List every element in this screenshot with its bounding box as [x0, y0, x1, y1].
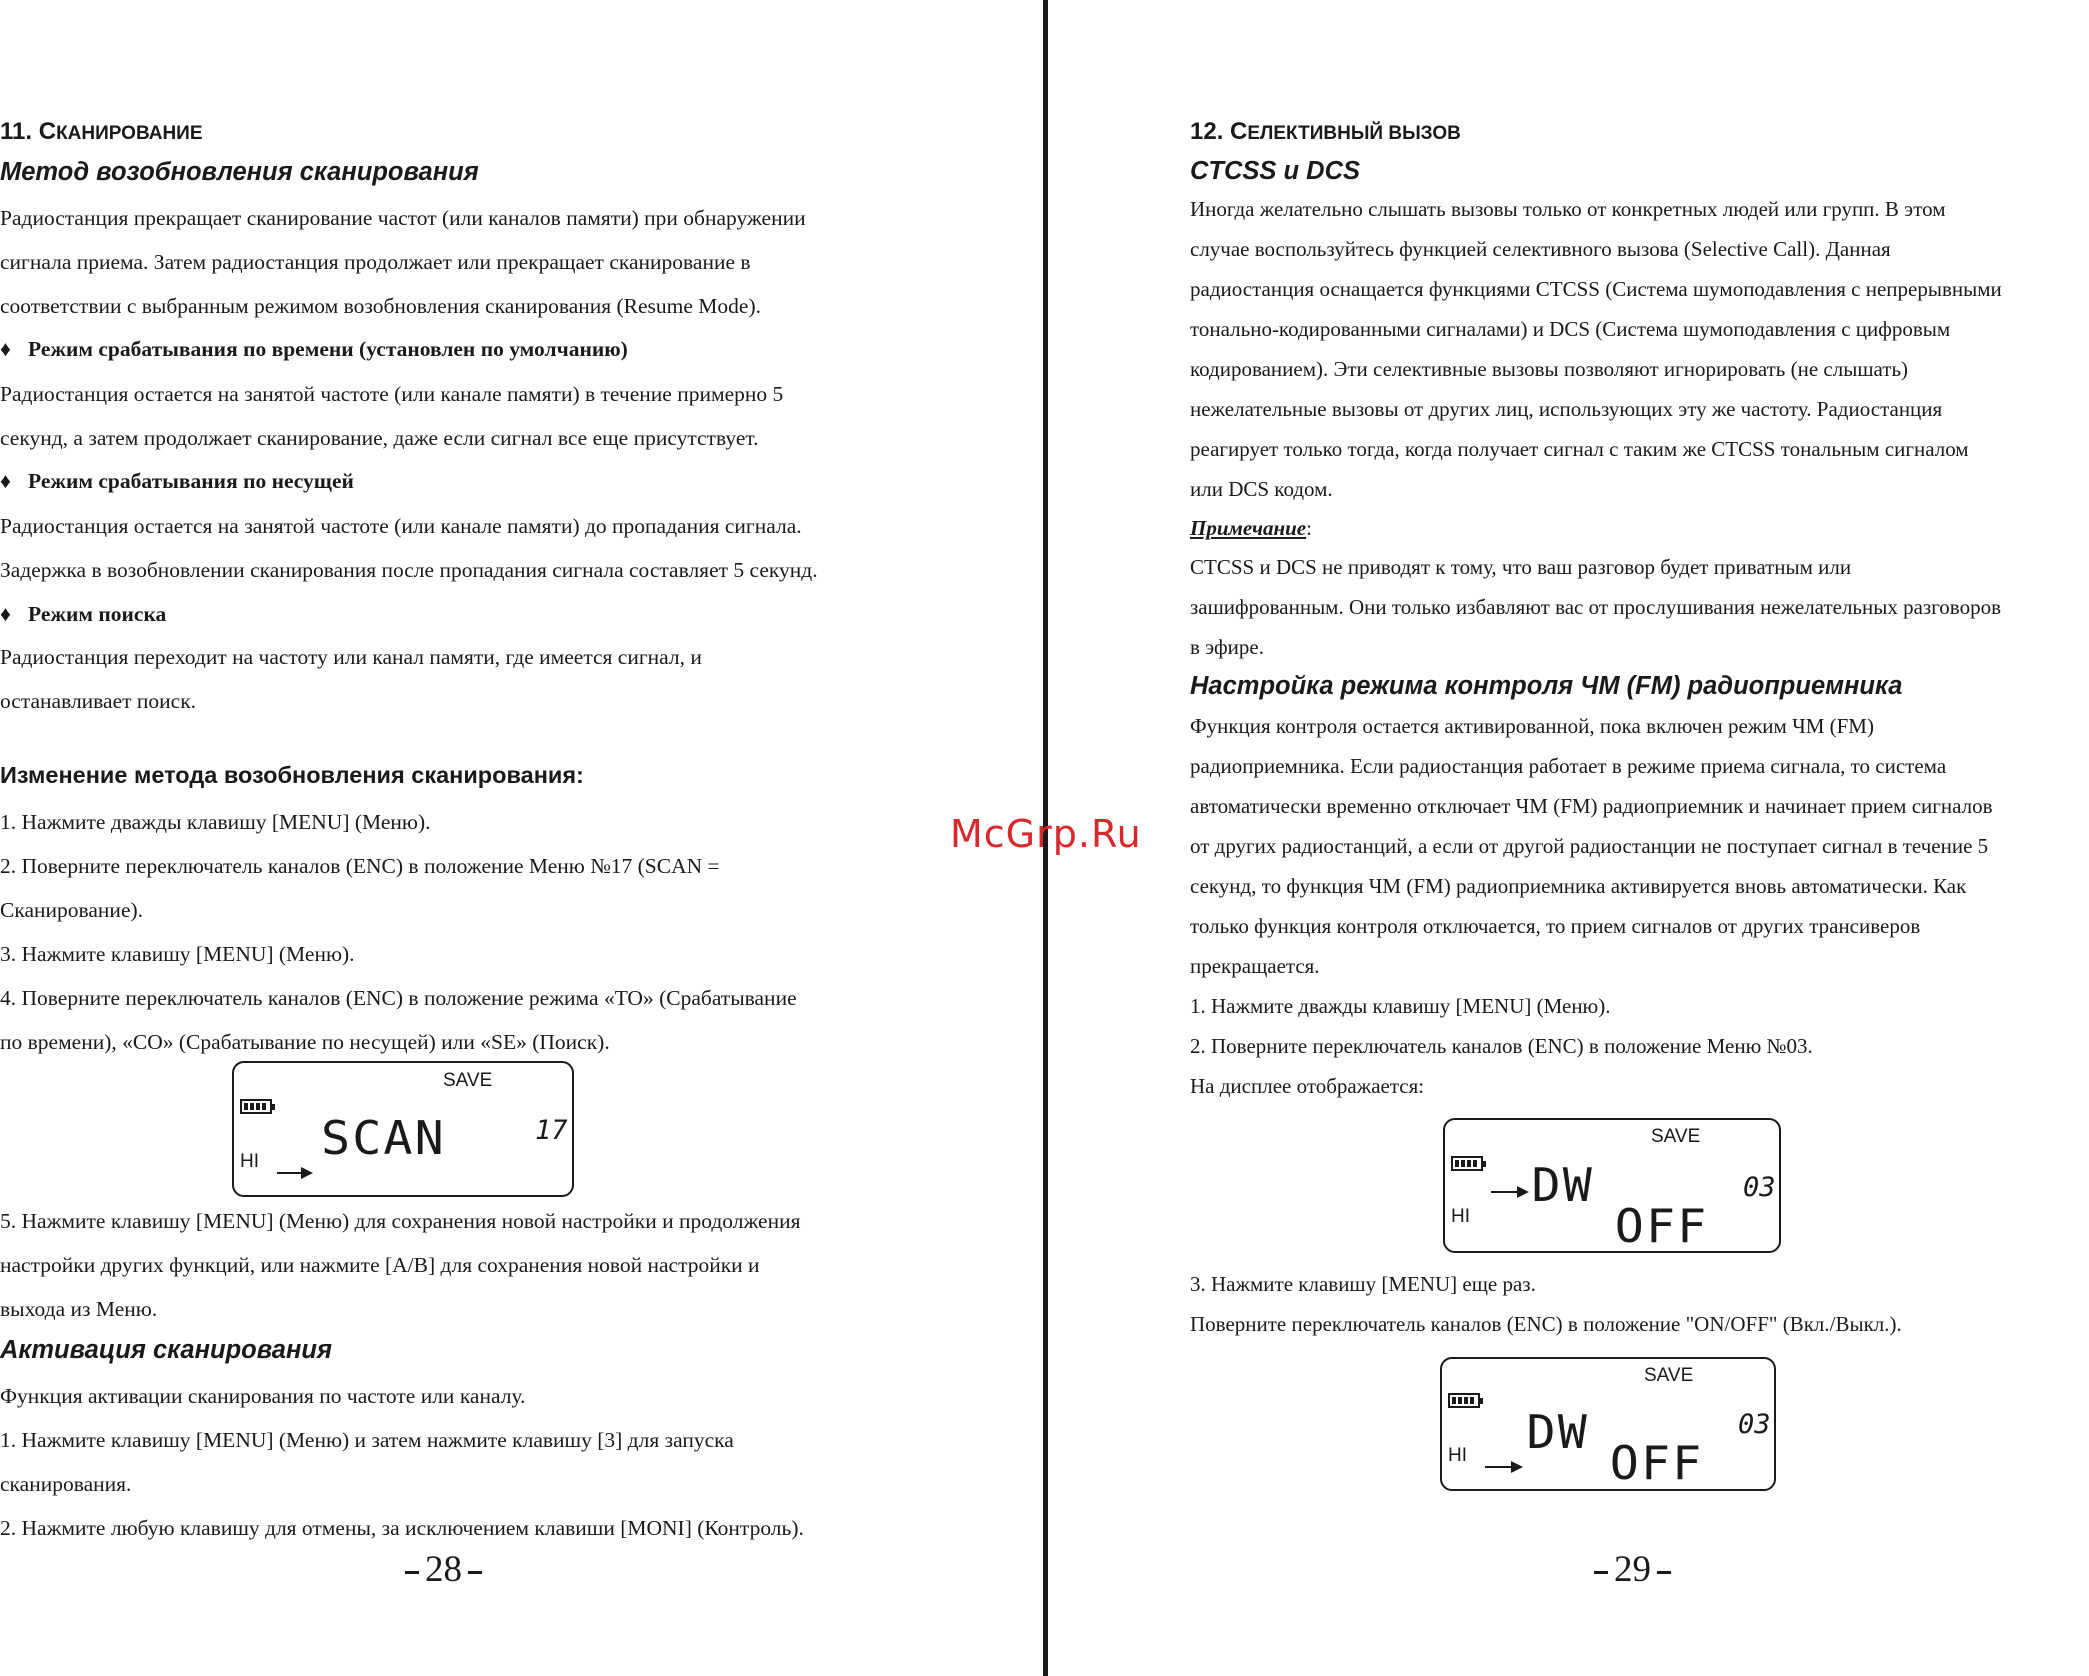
arrow-right-icon [277, 1172, 311, 1174]
lcd-channel-number: 03 [1738, 1409, 1771, 1440]
subheading-scan-activation: Активация сканирования [0, 1336, 332, 1364]
arrow-right-icon [1485, 1466, 1521, 1468]
paragraph-fm-monitor: Функция контроля остается активированной, пока включен режим ЧМ (FM) радиоприемника. Если радиостанция работает в режиме приема сигнала, то система автоматически временно отключает ЧМ (FM) радиоприемник и начинает прием сигналов от других радиостанций, а если от другой радиостанции не поступает сигнал в течение 5 секунд, то функция ЧМ (FM) радиоприемника активируется вновь автоматически. Как только функция контроля отключается, то прием сигналов от других трансиверов прекращается. 1. Нажмите дважды клавишу [MENU] (Меню). 2. Поверните переключатель каналов (ENC) в положение Меню №03. На дисплее отображается: [1190, 714, 1993, 1098]
lcd-save-label: SAVE [443, 1070, 493, 1091]
lcd-top-text: DW [1531, 1158, 1594, 1212]
lcd-save-label: SAVE [1651, 1126, 1701, 1147]
lcd-hi-label: HI [1451, 1206, 1470, 1227]
watermark-logo: McGrp.Ru [950, 812, 1142, 856]
subheading-resume-method: Метод возобновления сканирования [0, 158, 479, 186]
note-label: Примечание: [1190, 516, 1312, 540]
diamond-bullet-icon: ♦ [0, 602, 11, 626]
subheading-fm-monitor: Настройка режима контроля ЧМ (FM) радиоприемника [1190, 672, 1903, 700]
diamond-bullet-icon: ♦ [0, 337, 11, 361]
battery-icon [240, 1099, 272, 1114]
paragraph-fm-steps: 3. Нажмите клавишу [MENU] еще раз. Поверните переключатель каналов (ENC) в положение "ON/OFF" (Вкл./Выкл.). [1190, 1272, 1902, 1336]
heading-change-resume: Изменение метода возобновления сканирования: [0, 762, 584, 788]
section-heading-selective-call: 12. СЕЛЕКТИВНЫЙ ВЫЗОВ [1190, 118, 1461, 145]
lcd-bottom-text: OFF [1609, 1436, 1704, 1490]
lcd-top-text: DW [1526, 1405, 1589, 1459]
lcd-main-text: SCAN [321, 1111, 446, 1165]
arrow-right-icon [1491, 1191, 1527, 1193]
paragraph-search-mode: Радиостанция переходит на частоту или канал памяти, где имеется сигнал, и останавливает поиск. [0, 645, 702, 713]
lcd-display-scan [232, 1061, 574, 1197]
lcd-hi-label: HI [240, 1151, 259, 1172]
paragraph-note: CTCSS и DCS не приводят к тому, что ваш разговор будет приватным или зашифрованным. Они только избавляют вас от прослушивания нежелательных разговоров в эфире. [1190, 555, 2001, 659]
subheading-ctcss-dcs: CTCSS и DCS [1190, 157, 1361, 185]
bullet-time-mode: ♦ Режим срабатывания по времени (установлен по умолчанию) [0, 337, 628, 361]
bullet-carrier-mode: ♦ Режим срабатывания по несущей [0, 469, 354, 493]
section-heading-scanning: 11. СКАНИРОВАНИЕ [0, 118, 203, 145]
steps-change-resume: 1. Нажмите дважды клавишу [MENU] (Меню). 2. Поверните переключатель каналов (ENC) в положение Меню №17 (SCAN = Сканирование). 3. Нажмите клавишу [MENU] (Меню). 4. Поверните переключатель каналов (ENC) в положение режима «TO» (Срабатывание по времени), «CO» (Срабатывание по несущей) или «SE» (Поиск). [0, 810, 797, 1054]
paragraph-time-mode: Радиостанция остается на занятой частоте (или канале памяти) в течение примерно 5 секунд, а затем продолжает сканирование, даже если сигнал все еще присутствует. [0, 382, 784, 450]
paragraph-ctcss-dcs: Иногда желательно слышать вызовы только от конкретных людей или групп. В этом случае воспользуйтесь функцией селективного вызова (Selective Call). Данная радиостанция оснащается функциями CTCSS (Система шумоподавления с непрерывными тонально-кодированными сигналами) и DCS (Система шумоподавления с цифровым кодированием). Эти селективные вызовы позволяют игнорировать (не слышать) нежелательные вызовы от других лиц, использующих эту же частоту. Радиостанция реагирует только тогда, когда получает сигнал с таким же CTCSS тональным сигналом или DCS кодом. [1190, 197, 2002, 501]
lcd-save-label: SAVE [1644, 1365, 1694, 1386]
steps-save: 5. Нажмите клавишу [MENU] (Меню) для сохранения новой настройки и продолжения настройки других функций, или нажмите [A/B] для сохранения новой настройки и выхода из Меню. [0, 1209, 801, 1321]
page-number-29: 29 [1588, 1548, 1677, 1591]
paragraph-scan-activation: Функция активации сканирования по частоте или каналу. 1. Нажмите клавишу [MENU] (Меню) и затем нажмите клавишу [3] для запуска сканирования. 2. Нажмите любую клавишу для отмены, за исключением клавиши [MONI] (Контроль). [0, 1384, 804, 1540]
battery-icon [1448, 1393, 1480, 1408]
lcd-bottom-text: OFF [1614, 1199, 1709, 1253]
page-number-28: 28 [399, 1548, 488, 1591]
battery-icon [1451, 1156, 1483, 1171]
diamond-bullet-icon: ♦ [0, 469, 11, 493]
page-29 [1060, 0, 2089, 1676]
paragraph-carrier-mode: Радиостанция остается на занятой частоте (или канале памяти) до пропадания сигнала. Задержка в возобновлении сканирования после пропадания сигнала составляет 5 секунд. [0, 514, 818, 582]
lcd-display-dw-1 [1443, 1118, 1781, 1253]
lcd-channel-number: 17 [535, 1115, 568, 1146]
paragraph-scan-stop: Радиостанция прекращает сканирование частот (или каналов памяти) при обнаружении сигнала приема. Затем радиостанция продолжает или прекращает сканирование в соответствии с выбранным режимом возобновления сканирования (Resume Mode). [0, 206, 806, 318]
lcd-hi-label: HI [1448, 1445, 1467, 1466]
lcd-channel-number: 03 [1743, 1172, 1776, 1203]
bullet-search-mode: ♦ Режим поиска [0, 602, 167, 626]
lcd-display-dw-2 [1440, 1357, 1776, 1491]
